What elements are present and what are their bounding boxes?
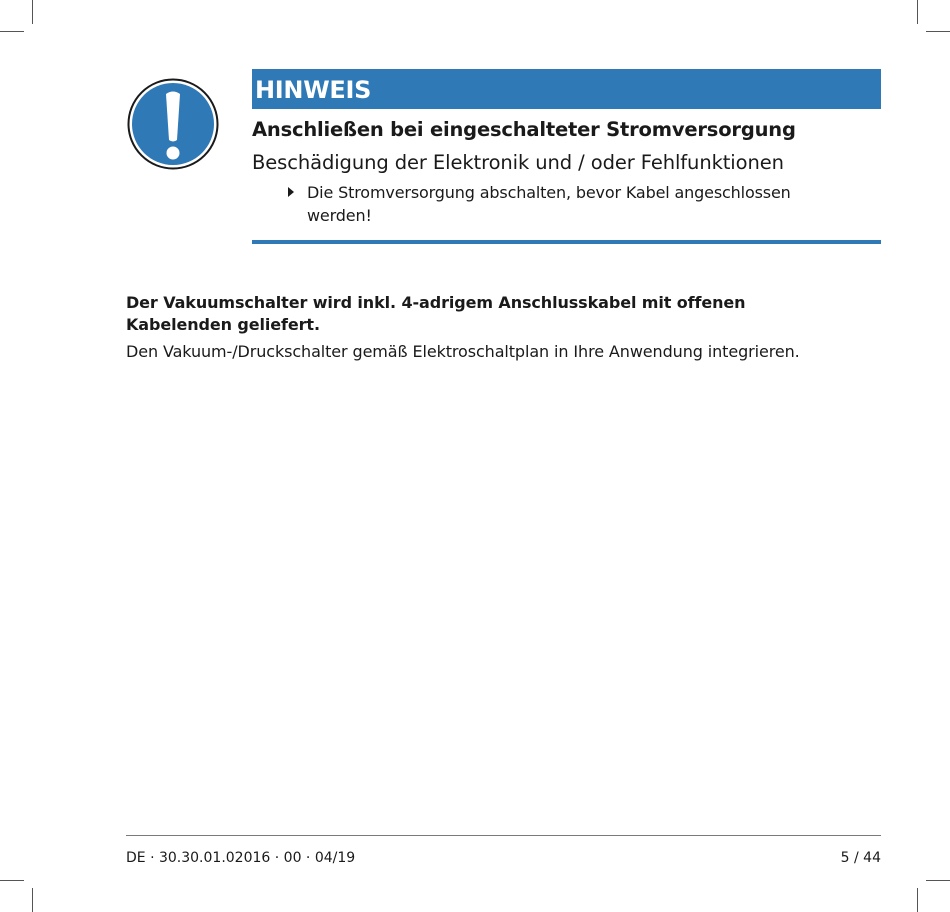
arrow-right-icon — [288, 187, 294, 197]
exclamation-mark-icon — [127, 78, 219, 170]
crop-mark — [926, 31, 950, 32]
footer-divider — [126, 835, 881, 836]
crop-mark — [32, 888, 33, 912]
crop-mark — [917, 888, 918, 912]
notice-header: HINWEIS — [252, 69, 881, 109]
notice-step-text: Die Stromversorgung abschalten, bevor Kabel angeschlossen werden! — [307, 183, 791, 225]
crop-mark — [0, 31, 24, 32]
notice-divider — [252, 240, 881, 244]
footer-document-ref: DE · 30.30.01.02016 · 00 · 04/19 — [126, 850, 356, 866]
notice-subtitle: Beschädigung der Elektronik und / oder Fehlfunktionen — [252, 151, 784, 174]
notice-step — [252, 181, 827, 227]
body-text — [126, 292, 846, 363]
crop-mark — [926, 880, 950, 881]
crop-mark — [917, 0, 918, 24]
paragraph-bold: Der Vakuumschalter wird inkl. 4-adrigem Anschlusskabel mit offenen Kabelenden geliefert. — [126, 293, 746, 334]
crop-mark — [32, 0, 33, 24]
paragraph-regular: Den Vakuum-/Druckschalter gemäß Elektroschaltplan in Ihre Anwendung integrieren. — [126, 342, 800, 361]
notice-box — [252, 69, 881, 244]
crop-mark — [0, 880, 24, 881]
notice-title: Anschließen bei eingeschalteter Stromversorgung — [252, 118, 796, 141]
footer-page-number: 5 / 44 — [840, 850, 881, 866]
